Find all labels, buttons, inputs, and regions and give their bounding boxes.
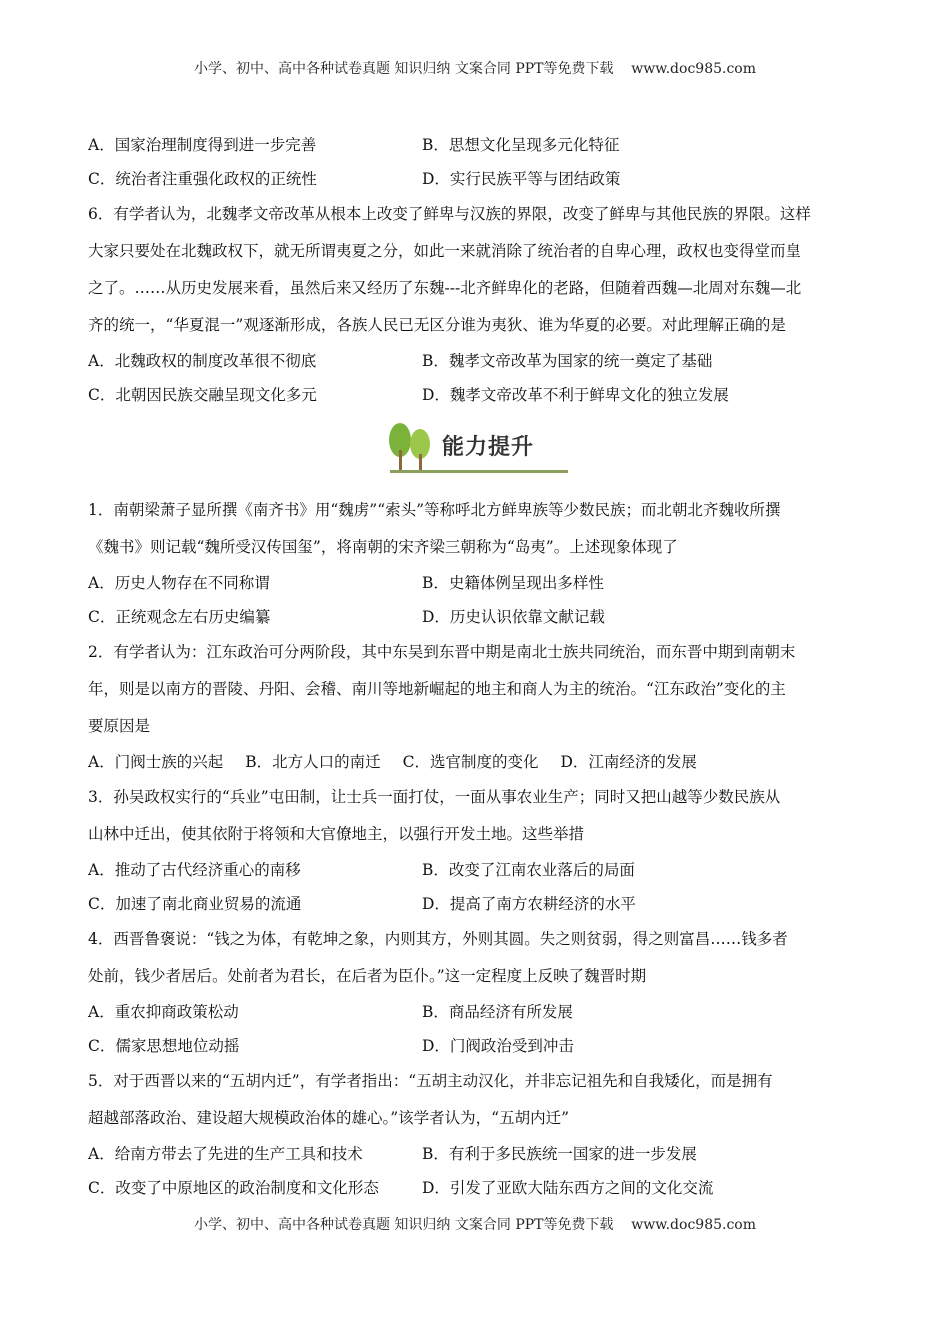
banner-group: [380, 420, 570, 476]
q5-options-row1: [88, 128, 874, 162]
p2-option-b[interactable]: B．北方人口的南迁: [245, 753, 381, 771]
p3-options-row2: [88, 887, 874, 921]
p5-options-row1: [88, 1137, 874, 1171]
q6-option-c[interactable]: C．北朝因民族交融呈现文化多元: [88, 386, 317, 404]
q6-stem-line: 6．有学者认为，北魏孝文帝改革从根本上改变了鲜卑与汉族的界限，改变了鲜卑与其他民族的界限。这样: [88, 205, 811, 223]
p3-option-a[interactable]: A．推动了古代经济重心的南移: [88, 861, 301, 879]
page-header: 小学、初中、高中各种试卷真题 知识归纳 文案合同 PPT等免费下载 www.doc985.com: [193, 61, 756, 77]
p5-stem-line: 5．对于西晋以来的“五胡内迁”，有学者指出：“五胡主动汉化，并非忘记祖先和自我矮化，而是拥有: [88, 1072, 773, 1090]
p2-option-c[interactable]: C．选官制度的变化: [402, 753, 539, 771]
q6-stem-line: 大家只要处在北魏政权下，就无所谓夷夏之分，如此一来就消除了统治者的自卑心理，政权也变得堂而皇: [88, 242, 802, 260]
page-content: [88, 128, 874, 1205]
p1-stem-line: 《魏书》则记载“魏所受汉传国玺”，将南朝的宋齐梁三朝称为“岛夷”。上述现象体现了: [88, 538, 678, 556]
q5-options-row2: [88, 162, 874, 196]
ability-question-4: [88, 921, 874, 1063]
p3-options-row1: [88, 853, 874, 887]
q5-option-a[interactable]: A．国家治理制度得到进一步完善: [88, 136, 317, 154]
p5-options-row2: [88, 1171, 874, 1205]
p2-stem-line: 2．有学者认为：江东政治可分两阶段，其中东吴到东晋中期是南北士族共同统治，而东晋中期到南朝末: [88, 643, 796, 661]
q6-option-b[interactable]: B．魏孝文帝改革为国家的统一奠定了基础: [422, 352, 713, 370]
q6-options-row2: [88, 378, 874, 412]
tree-icon: [380, 420, 442, 472]
p1-option-d[interactable]: D．历史认识依靠文献记载: [422, 608, 605, 626]
section-title: 能力提升: [442, 435, 535, 460]
p5-option-a[interactable]: A．给南方带去了先进的生产工具和技术: [88, 1145, 363, 1163]
p4-option-a[interactable]: A．重农抑商政策松动: [88, 1003, 239, 1021]
q6-option-d[interactable]: D．魏孝文帝改革不利于鲜卑文化的独立发展: [422, 386, 729, 404]
p5-option-c[interactable]: C．改变了中原地区的政治制度和文化形态: [88, 1179, 379, 1197]
p4-stem-line: 4．西晋鲁褒说：“钱之为体，有乾坤之象，内则其方，外则其圆。失之则贫弱，得之则富昌……钱多者: [88, 930, 788, 948]
p1-options-row1: [88, 566, 874, 600]
p2-stem-line: 年，则是以南方的晋陵、丹阳、会稽、南川等地新崛起的地主和商人为主的统治。“江东政治”变化的主: [88, 680, 786, 698]
p3-option-b[interactable]: B．改变了江南农业落后的局面: [422, 861, 635, 879]
p4-option-b[interactable]: B．商品经济有所发展: [422, 1003, 573, 1021]
p3-stem-line: 3．孙吴政权实行的“兵业”屯田制，让士兵一面打仗，一面从事农业生产；同时又把山越等少数民族从: [88, 788, 781, 806]
q5-option-d[interactable]: D．实行民族平等与团结政策: [422, 170, 621, 188]
banner-underline: [390, 470, 568, 473]
p4-option-d[interactable]: D．门阀政治受到冲击: [422, 1037, 574, 1055]
p1-option-a[interactable]: A．历史人物存在不同称谓: [88, 574, 270, 592]
p3-option-d[interactable]: D．提高了南方农耕经济的水平: [422, 895, 636, 913]
ability-question-3: [88, 779, 874, 921]
q6-option-a[interactable]: A．北魏政权的制度改革很不彻底: [88, 352, 317, 370]
p2-options-row: [88, 745, 874, 779]
p1-option-b[interactable]: B．史籍体例呈现出多样性: [422, 574, 604, 592]
ability-question-2: [88, 634, 874, 779]
q5-option-b[interactable]: B．思想文化呈现多元化特征: [422, 136, 620, 154]
p4-option-c[interactable]: C．儒家思想地位动摇: [88, 1037, 240, 1055]
p5-option-d[interactable]: D．引发了亚欧大陆东西方之间的文化交流: [422, 1179, 714, 1197]
p4-stem-line: 处前，钱少者居后。处前者为君长，在后者为臣仆。”这一定程度上反映了魏晋时期: [88, 967, 647, 985]
p2-option-a[interactable]: A．门阀士族的兴起: [88, 753, 224, 771]
p5-option-b[interactable]: B．有利于多民族统一国家的进一步发展: [422, 1145, 697, 1163]
q5-option-c[interactable]: C．统治者注重强化政权的正统性: [88, 170, 317, 188]
p1-option-c[interactable]: C．正统观念左右历史编纂: [88, 608, 271, 626]
page-footer: 小学、初中、高中各种试卷真题 知识归纳 文案合同 PPT等免费下载 www.doc985.com: [193, 1217, 756, 1233]
section-banner: [88, 412, 874, 492]
q6-options-row1: [88, 344, 874, 378]
p5-stem-line: 超越部落政治、建设超大规模政治体的雄心。”该学者认为，“五胡内迁”: [88, 1109, 570, 1127]
p4-options-row1: [88, 995, 874, 1029]
p3-stem-line: 山林中迁出，使其依附于将领和大官僚地主，以强行开发土地。这些举措: [88, 825, 585, 843]
p1-stem-line: 1．南朝梁萧子显所撰《南齐书》用“魏虏”“索头”等称呼北方鲜卑族等少数民族；而北朝北齐魏收所撰: [88, 501, 781, 519]
p4-options-row2: [88, 1029, 874, 1063]
p2-option-d[interactable]: D．江南经济的发展: [560, 753, 697, 771]
ability-question-1: [88, 492, 874, 634]
p3-option-c[interactable]: C．加速了南北商业贸易的流通: [88, 895, 302, 913]
q6-stem-line: 齐的统一，“华夏混一”观逐渐形成，各族人民已无区分谁为夷狄、谁为华夏的必要。对此理解正确的是: [88, 316, 786, 334]
p2-stem-line: 要原因是: [88, 717, 151, 735]
p1-options-row2: [88, 600, 874, 634]
q6-stem-line: 之了。……从历史发展来看，虽然后来又经历了东魏---北齐鲜卑化的老路，但随着西魏—北周对东魏—北: [88, 279, 802, 297]
ability-question-5: [88, 1063, 874, 1205]
question-6: [88, 196, 874, 412]
